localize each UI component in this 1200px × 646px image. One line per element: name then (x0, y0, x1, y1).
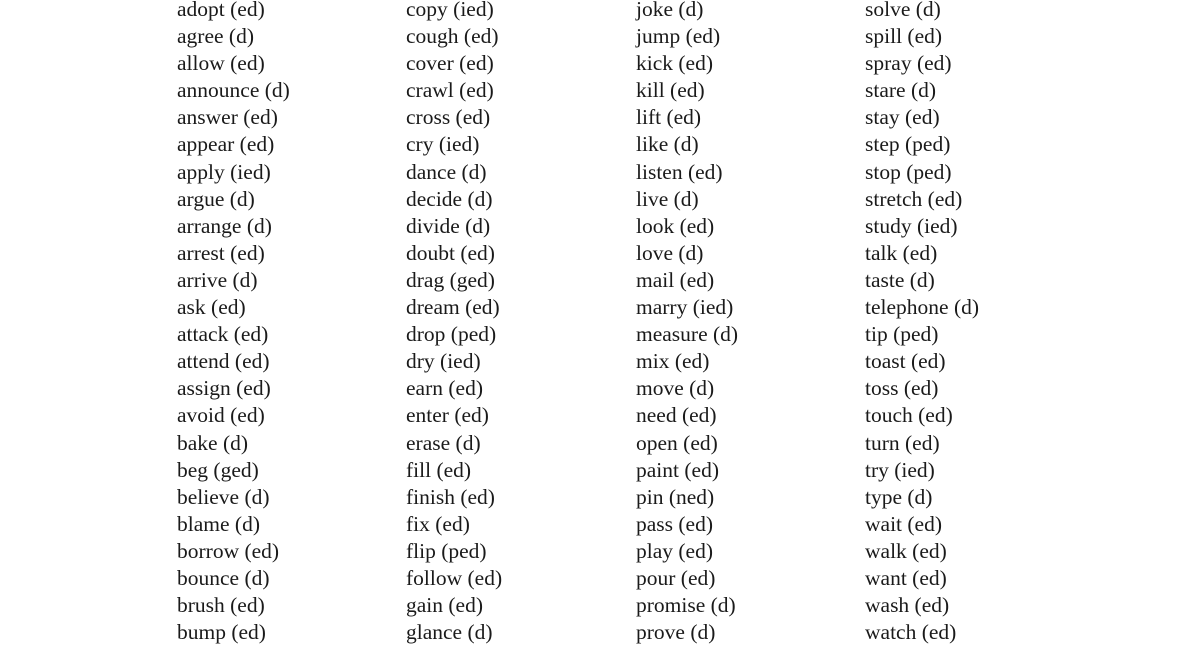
verb-entry: move (d) (636, 376, 715, 401)
verb-entry: taste (d) (865, 267, 935, 292)
verb-entry: wash (ed) (865, 593, 950, 618)
verb-entry: touch (ed) (865, 403, 953, 428)
verb-entry: fill (ed) (406, 457, 472, 482)
verb-entry: cover (ed) (406, 51, 494, 76)
verb-entry: argue (d) (177, 186, 255, 211)
verb-entry: bounce (d) (177, 565, 270, 590)
verb-entry: allow (ed) (177, 51, 265, 76)
verb-entry: arrest (ed) (177, 240, 265, 265)
verb-entry: gain (ed) (406, 593, 484, 618)
verb-entry: toss (ed) (865, 376, 939, 401)
verb-column-1 (177, 0, 290, 646)
verb-entry: drop (ped) (406, 322, 497, 347)
verb-entry: dry (ied) (406, 349, 481, 374)
verb-entry: follow (ed) (406, 565, 503, 590)
verb-entry: cry (ied) (406, 132, 480, 157)
verb-entry: avoid (ed) (177, 403, 265, 428)
verb-entry: believe (d) (177, 484, 270, 509)
verb-entry: open (ed) (636, 430, 718, 455)
verb-entry: brush (ed) (177, 593, 265, 618)
verb-entry: joke (d) (636, 0, 704, 21)
verb-entry: toast (ed) (865, 349, 946, 374)
verb-entry: tip (ped) (865, 322, 939, 347)
verb-entry: measure (d) (636, 322, 739, 347)
verb-entry: copy (ied) (406, 0, 494, 21)
verb-entry: apply (ied) (177, 159, 271, 184)
verb-entry: dance (d) (406, 159, 487, 184)
verb-entry: adopt (ed) (177, 0, 265, 21)
verb-entry: appear (ed) (177, 132, 275, 157)
verb-entry: kick (ed) (636, 51, 714, 76)
verb-entry: arrive (d) (177, 267, 258, 292)
verb-entry: bump (ed) (177, 620, 266, 645)
verb-entry: live (d) (636, 186, 699, 211)
verb-entry: assign (ed) (177, 376, 271, 401)
verb-entry: like (d) (636, 132, 699, 157)
verb-entry: walk (ed) (865, 538, 947, 563)
verb-entry: attend (ed) (177, 349, 270, 374)
verb-entry: study (ied) (865, 213, 958, 238)
verb-entry: answer (ed) (177, 105, 278, 130)
verb-entry: stay (ed) (865, 105, 940, 130)
verb-entry: pin (ned) (636, 484, 715, 509)
verb-entry: pour (ed) (636, 565, 716, 590)
verb-entry: arrange (d) (177, 213, 272, 238)
verb-entry: divide (d) (406, 213, 491, 238)
verb-entry: cross (ed) (406, 105, 491, 130)
verb-entry: try (ied) (865, 457, 935, 482)
verb-entry: dream (ed) (406, 295, 500, 320)
verb-entry: lift (ed) (636, 105, 702, 130)
verb-entry: pass (ed) (636, 511, 714, 536)
verb-entry: want (ed) (865, 565, 947, 590)
verb-entry: need (ed) (636, 403, 717, 428)
verb-entry: stop (ped) (865, 159, 952, 184)
verb-column-3 (636, 0, 738, 646)
verb-entry: step (ped) (865, 132, 951, 157)
verb-entry: decide (d) (406, 186, 493, 211)
verb-entry: mix (ed) (636, 349, 710, 374)
verb-entry: solve (d) (865, 0, 941, 21)
verb-entry: talk (ed) (865, 240, 938, 265)
verb-entry: spill (ed) (865, 24, 943, 49)
verb-entry: bake (d) (177, 430, 249, 455)
verb-entry: agree (d) (177, 24, 254, 49)
verb-entry: wait (ed) (865, 511, 943, 536)
verb-entry: play (ed) (636, 538, 714, 563)
verb-entry: prove (d) (636, 620, 716, 645)
verb-entry: jump (ed) (636, 24, 721, 49)
verb-entry: drag (ged) (406, 267, 495, 292)
verb-column-4 (865, 0, 979, 646)
verb-entry: turn (ed) (865, 430, 940, 455)
verb-entry: cough (ed) (406, 24, 499, 49)
verb-entry: mail (ed) (636, 267, 715, 292)
verb-entry: stretch (ed) (865, 186, 963, 211)
verb-column-2 (406, 0, 502, 646)
verb-entry: marry (ied) (636, 295, 734, 320)
verb-entry: borrow (ed) (177, 538, 280, 563)
verb-entry: stare (d) (865, 78, 937, 103)
verb-entry: kill (ed) (636, 78, 705, 103)
verb-entry: ask (ed) (177, 295, 246, 320)
verb-entry: love (d) (636, 240, 704, 265)
verb-entry: spray (ed) (865, 51, 952, 76)
verb-entry: fix (ed) (406, 511, 470, 536)
verb-entry: blame (d) (177, 511, 260, 536)
verb-entry: telephone (d) (865, 295, 980, 320)
verb-entry: paint (ed) (636, 457, 719, 482)
verb-entry: announce (d) (177, 78, 290, 103)
verb-entry: earn (ed) (406, 376, 483, 401)
verb-entry: look (ed) (636, 213, 715, 238)
verb-entry: attack (ed) (177, 322, 269, 347)
verb-entry: listen (ed) (636, 159, 723, 184)
verb-entry: glance (d) (406, 620, 493, 645)
verb-entry: doubt (ed) (406, 240, 495, 265)
verb-entry: finish (ed) (406, 484, 495, 509)
verb-entry: promise (d) (636, 593, 736, 618)
verb-entry: erase (d) (406, 430, 481, 455)
verb-entry: type (d) (865, 484, 933, 509)
verb-entry: watch (ed) (865, 620, 957, 645)
verb-entry: flip (ped) (406, 538, 487, 563)
verb-entry: beg (ged) (177, 457, 259, 482)
verb-entry: crawl (ed) (406, 78, 494, 103)
verb-entry: enter (ed) (406, 403, 489, 428)
